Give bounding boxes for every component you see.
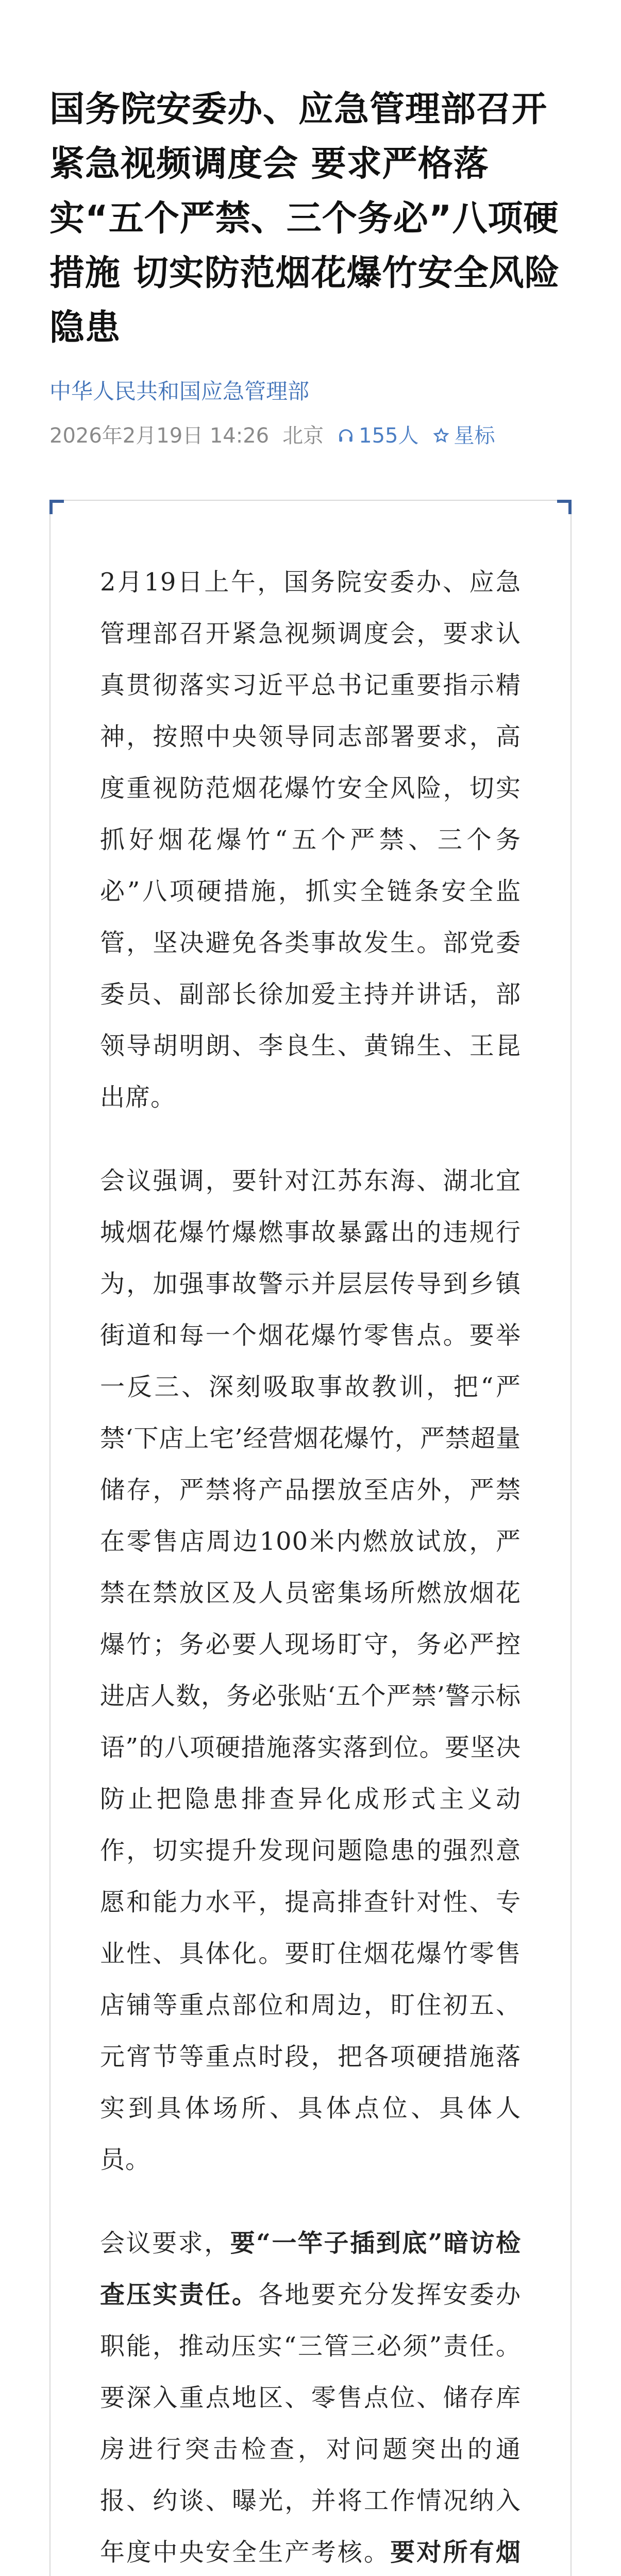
paragraph-meeting-emphasis xyxy=(100,1155,521,2185)
paragraph-text: 会议强调，要针对江苏东海、湖北宜城烟花爆竹爆燃事故暴露出的违规行为，加强事故警示并层层传导到乡镇街道和每一个烟花爆竹零售点。要举一反三、深刻吸取事故教训，把“严禁‘下店上宅’经营烟花爆竹，严禁超量储存，严禁将产品摆放至店外，严禁在零售店周边100米内燃放试放，严禁在禁放区及人员密集场所燃放烟花爆竹；务必要人现场盯守，务必严控进店人数，务必张贴‘五个严禁’警示标语”的八项硬措施落实落到位。要坚决防止把隐患排查异化成形式主义动作，切实提升发现问题隐患的强烈意愿和能力水平，提高排查针对性、专业性、具体化。要盯住烟花爆竹零售店铺等重点部位和周边，盯住初五、元宵节等重点时段，把各项硬措施落实到具体场所、具体点位、具体人员。 xyxy=(100,1166,521,2174)
paragraph-text: 2月19日上午，国务院安委办、应急管理部召开紧急视频调度会，要求认真贯彻落实习近平总书记重要指示精神，按照中央领导同志部署要求，高度重视防范烟花爆竹安全风险，切实抓好烟花爆竹“五个严禁、三个务必”八项硬措施，抓实全链条安全监管，坚决避免各类事故发生。部党委委员、副部长徐加爱主持并讲话，部领导胡明朗、李良生、黄锦生、王昆出席。 xyxy=(100,568,521,1112)
paragraph-meeting-requirements xyxy=(100,2217,521,2576)
headphone-icon xyxy=(337,427,355,445)
author-link[interactable]: 中华人民共和国应急管理部 xyxy=(49,379,310,404)
article-meta xyxy=(49,421,572,450)
publish-date: 2026年2月19日 14:26 xyxy=(49,424,270,448)
star-label: 星标 xyxy=(454,424,495,448)
bold-requirement: 要对所有烟 xyxy=(390,2538,521,2567)
view-count-label: 155人 xyxy=(359,424,419,448)
frame-corner-decoration xyxy=(557,500,572,514)
paragraph-intro xyxy=(100,556,521,1123)
star-button[interactable] xyxy=(432,421,495,450)
frame-corner-decoration xyxy=(49,500,64,514)
star-icon xyxy=(432,427,450,445)
paragraph-text: 各地要充分发挥安委办职能，推动压实“三管三必须”责任。要深入重点地区、零售点位、储存库房进行突击检查，对问题突出的通报、约谈、曝光，并将工作情况纳入年度中央安全生产考核。 xyxy=(100,2280,521,2567)
article-body-frame xyxy=(49,500,572,2576)
publish-location: 北京 xyxy=(282,424,324,448)
bold-requirement: 要“一竿子插到底”暗访检查压实责任。 xyxy=(100,2229,521,2309)
article-title: 国务院安委办、应急管理部召开紧急视频调度会 要求严格落实“五个严禁、三个务必”八项硬措施 切实防范烟花爆竹安全风险隐患 xyxy=(49,89,560,348)
view-count xyxy=(337,421,418,450)
paragraph-text: 会议要求， xyxy=(100,2229,230,2258)
